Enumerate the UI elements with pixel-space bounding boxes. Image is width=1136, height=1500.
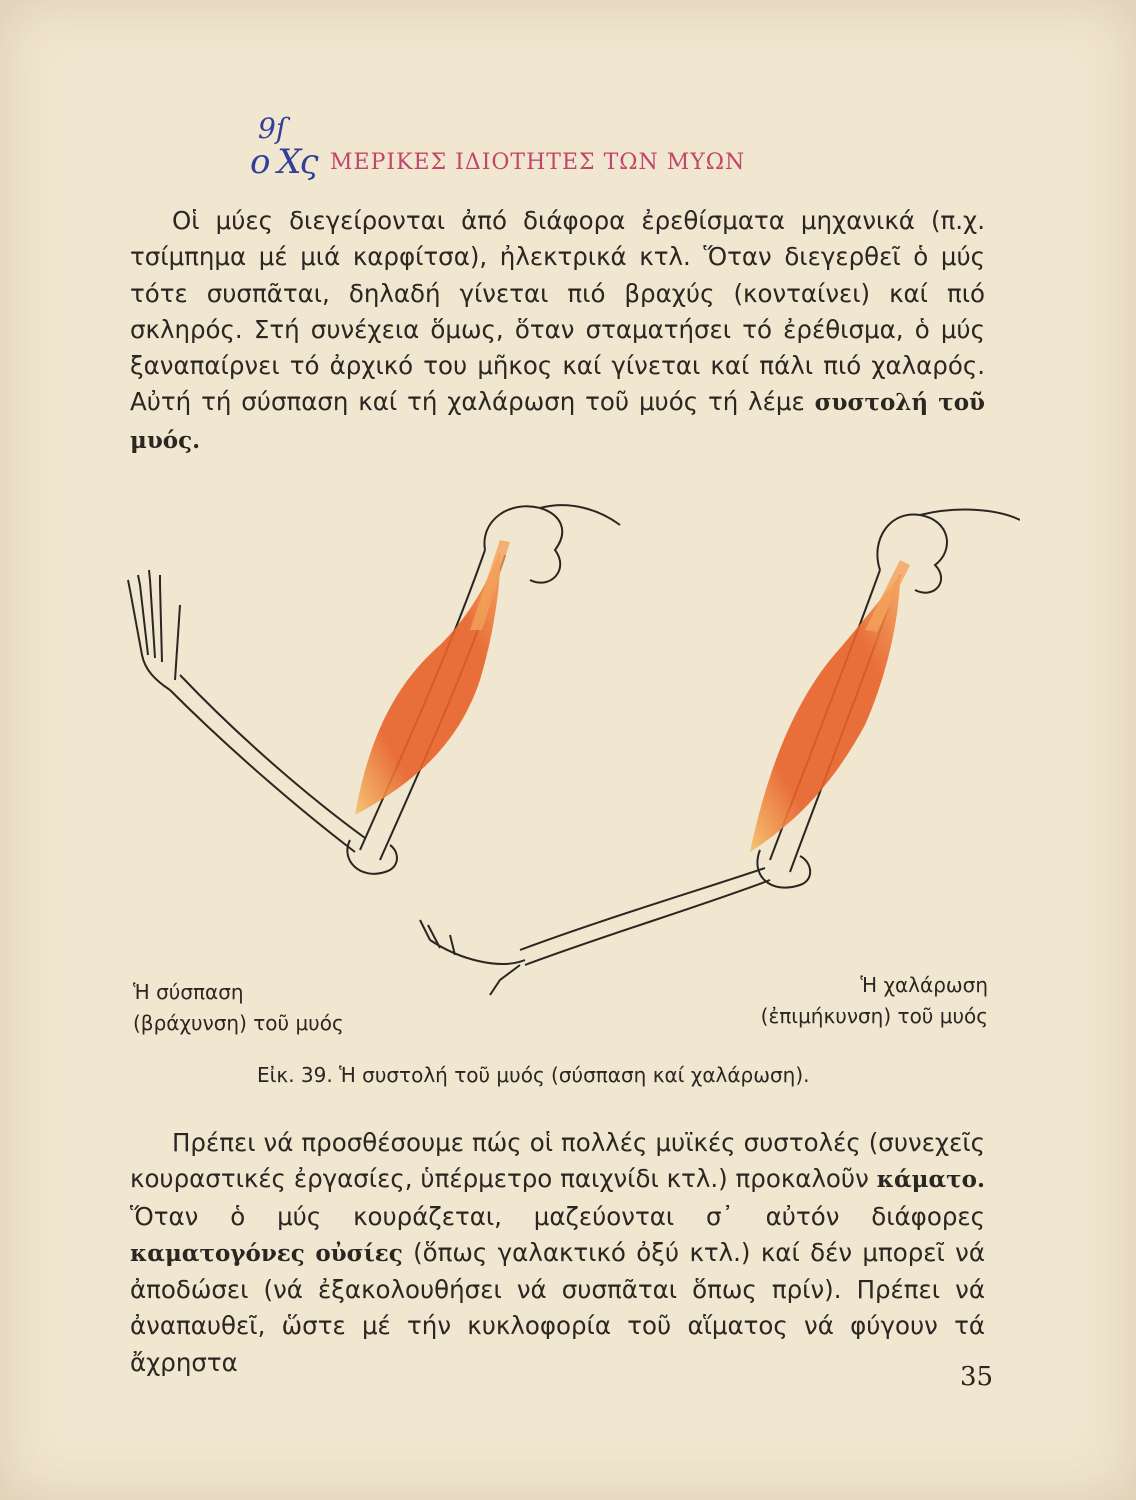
right-forearm-radius [520, 868, 765, 950]
figure-caption: Εἰκ. 39. Ἡ συστολή τοῦ μυός (σύσπαση καί χαλάρωση). [257, 1063, 810, 1087]
left-biceps-muscle [355, 550, 500, 815]
section-title: ΜΕΡΙΚΕΣ ΙΔΙΟΤΗΤΕΣ ΤΩΝ ΜΥΩΝ [330, 150, 746, 175]
caption-contracted-line1: Ἡ σύσπαση [133, 980, 244, 1004]
bold-term-contraction: συστολή τοῦ μυός. [130, 389, 986, 454]
bold-term-fatigue-substances: καματογόνες οὐσίες [130, 1239, 403, 1267]
page-number: 35 [960, 1362, 994, 1392]
caption-contracted [133, 977, 344, 1039]
handwritten-note-line2: ο Χς [250, 142, 317, 182]
relaxed-arm [420, 510, 1020, 995]
contracted-arm [128, 505, 620, 874]
caption-relaxed-line1: Ἡ χαλάρωση [860, 973, 988, 997]
right-hand-bones [420, 920, 525, 995]
left-forearm-radius [170, 690, 355, 852]
handwritten-note [250, 112, 330, 182]
caption-contracted-line2: (βράχυνση) τοῦ μυός [133, 1011, 344, 1035]
arm-muscle-illustration [100, 480, 1020, 1010]
paragraph2-part1: Πρέπει νά προσθέσουμε πώς οἱ πολλές μυϊκές συστολές (συνεχεῖς κουραστικές ἐργασίες, ὑπέρμετρο παιχνίδι κτλ.) προκαλοῦν [130, 1128, 985, 1194]
paragraph2-part3: (ὅπως γαλακτικό ὀξύ κτλ.) καί δέν μπορεῖ νά ἀποδώσει (νά ἐξακολουθήσει νά συσπᾶται ὅπως πρίν). Πρέπει νά ἀναπαυθεῖ, ὥστε μέ τήν κυκλοφορία τοῦ αἵματος νά φύγουν τά ἄχρηστα [130, 1237, 986, 1377]
caption-relaxed-line2: (ἐπιμήκυνση) τοῦ μυός [760, 1004, 988, 1028]
left-hand-bones [128, 570, 180, 690]
paragraph-fatigue [130, 1125, 985, 1381]
caption-relaxed [740, 970, 988, 1032]
left-elbow-joint [347, 840, 397, 874]
right-forearm-ulna [525, 880, 770, 965]
paragraph1-text: Οἱ μύες διεγείρονται ἀπό διάφορα ἐρεθίσματα μηχανικά (π.χ. τσίμπημα μέ μιά καρφίτσα), ἠλεκτρικά κτλ. Ὅταν διεγερθεῖ ὁ μύς τότε συσπᾶται, δηλαδή γίνεται πιό βραχύς (κονταίνει) καί πιό σκληρός. Στή συνέχεια ὅμως, ὅταν σταματήσει τό ἐρέθισμα, ὁ μύς ξαναπαίρνει τό ἀρχικό του μῆκος καί γίνεται καί πάλι πιό χαλαρός. Αὐτή τή σύσπαση καί τή χαλάρωση τοῦ μυός τή λέμε [130, 206, 985, 417]
left-forearm-ulna [180, 675, 365, 838]
bold-term-fatigue: κάματο. [876, 1166, 985, 1194]
handwritten-note-line1: 9ſ [258, 112, 287, 145]
paragraph2-part2: Ὅταν ὁ μύς κουράζεται, μαζεύονται σ᾽ αὐτόν διάφορες [130, 1201, 985, 1231]
paragraph-muscle-contraction [130, 203, 985, 459]
